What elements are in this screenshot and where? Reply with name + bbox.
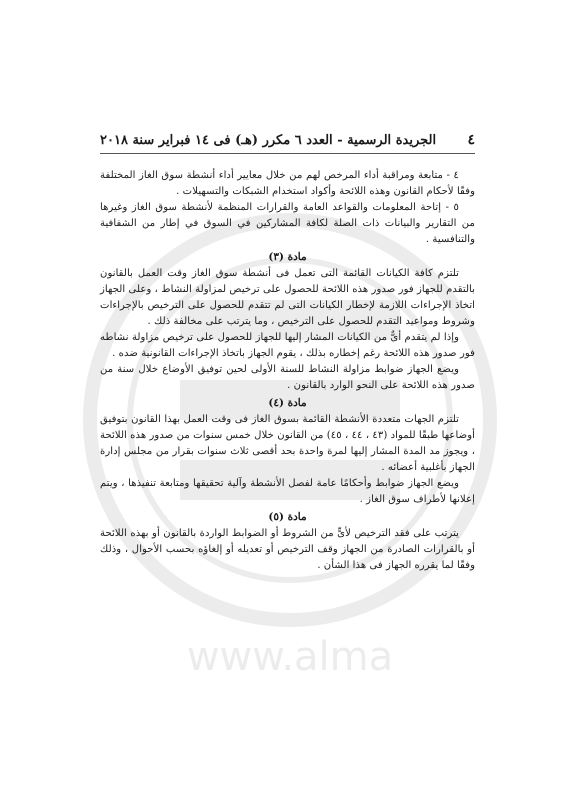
- paragraph: تلتزم الجهات متعددة الأنشطة القائمة بسوق الغاز فى وقت العمل بهذا القانون بتوفيق أوضاعها طبقًا للمواد (٤٣ ، ٤٤ ، ٤٥) من القانون خلال خمس سنوات من صدور هذه اللائحة ، ويجوز مد المدة المشار إليها لمرة واحدة بحد أقصى ثلاث سنوات بقرار من مجلس إدارة الجهاز بأغلبية أعضائه .: [100, 414, 475, 473]
- header-rule: [100, 153, 475, 154]
- watermark-text: www.alma: [186, 634, 394, 680]
- article-heading: مادة (٣): [268, 251, 307, 263]
- paragraph: وإذا لم يتقدم أىٌّ من الكيانات المشار إليها للجهاز للحصول على ترخيص مزاولة نشاطه فور صدور هذه اللائحة رغم إخطاره بذلك ، يقوم الجهاز باتخاذ الإجراءات القانونية ضده .: [100, 332, 475, 359]
- document-body: [100, 168, 475, 574]
- article-heading: مادة (٥): [268, 511, 307, 523]
- article-heading: مادة (٤): [268, 397, 307, 409]
- paragraph: ٥ - إتاحة المعلومات والقواعد العامة والقرارات المنظمة لأنشطة سوق الغاز وغيرها من التقارير والبيانات ذات الصلة لكافة المشاركين في السوق في إطار من الشفافية والتنافسية .: [100, 202, 475, 245]
- paragraph: يترتب على فقد الترخيص لأىٍّ من الشروط أو الضوابط الواردة بالقانون أو بهذه اللائحة أو بالقرارات الصادرة من الجهاز وقف الترخيص أو تعديله أو إلغاؤه بحسب الأحوال ، وذلك وفقًا لما يقرره الجهاز فى هذا الشأن .: [100, 528, 475, 571]
- paragraph: تلتزم كافة الكيانات القائمة التى تعمل فى أنشطة سوق الغاز وقت العمل بالقانون بالتقدم للجهاز فور صدور هذه اللائحة للحصول على ترخيص لمزاولة النشاط ، وعلى الجهاز اتخاذ الإجراءات اللازمة لإخطار الكيانات التى لم تتقدم للحصول على الترخيص بالإجراءات وشروط ومواعيد التقدم للحصول على الترخيص ، وما يترتب على مخالفة ذلك .: [100, 268, 475, 327]
- page-number: ٤: [467, 132, 475, 148]
- paragraph: ويضع الجهاز ضوابط وأحكامًا عامة لفصل الأنشطة وآلية تحقيقها ومتابعة تنفيذها ، ويتم إعلانها لأطراف سوق الغاز .: [100, 478, 475, 505]
- gazette-title: الجريدة الرسمية - العدد ٦ مكرر (هـ) فى ١٤ فبراير سنة ٢٠١٨: [100, 133, 437, 148]
- page-header: [100, 132, 475, 148]
- paragraph: ٤ - متابعة ومراقبة أداء المرخص لهم من خلال معايير أداء أنشطة سوق الغاز المختلفة وفقًا لأحكام القانون وهذه اللائحة وأكواد استخدام الشبكات والتسهيلات .: [100, 170, 475, 197]
- paragraph: ويضع الجهاز ضوابط مزاولة النشاط للسنة الأولى لحين توفيق الأوضاع خلال سنة من صدور هذه اللائحة على النحو الوارد بالقانون .: [100, 364, 475, 391]
